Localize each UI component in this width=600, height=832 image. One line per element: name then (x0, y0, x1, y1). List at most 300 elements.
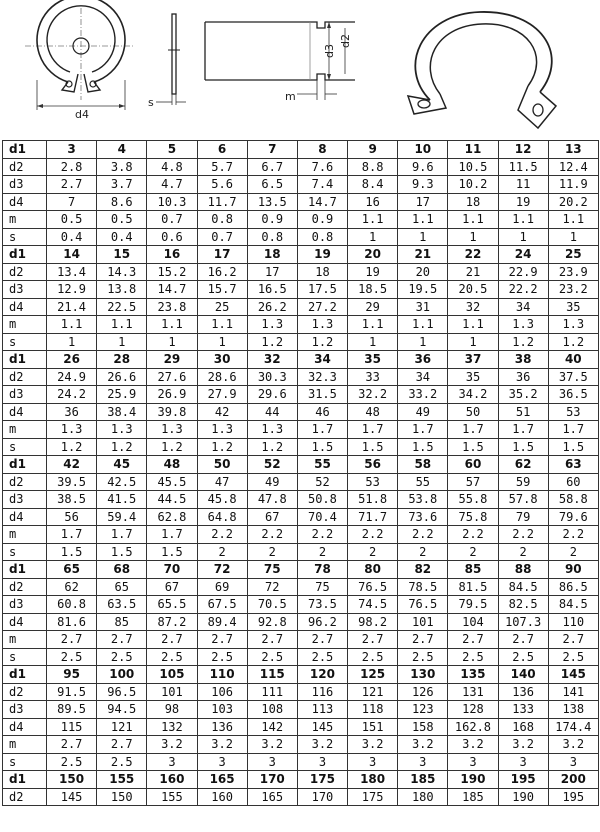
table-cell: 89.5 (47, 701, 97, 719)
table-cell: 110 (548, 613, 598, 631)
table-cell: 22.2 (498, 281, 548, 299)
table-cell: 4.8 (147, 158, 197, 176)
table-cell: 101 (147, 683, 197, 701)
table-cell: 106 (197, 683, 247, 701)
table-cell: 0.8 (297, 228, 347, 246)
table-cell: 1.3 (247, 316, 297, 334)
table-cell: 6.7 (247, 158, 297, 176)
table-cell: 36.5 (548, 386, 598, 404)
row-label: m (3, 421, 47, 439)
table-cell: 98 (147, 701, 197, 719)
table-cell: 175 (348, 788, 398, 806)
table-cell: 11 (448, 141, 498, 159)
table-cell: 136 (498, 683, 548, 701)
table-cell: 92.8 (247, 613, 297, 631)
table-cell: 103 (197, 701, 247, 719)
table-cell: 138 (548, 701, 598, 719)
table-cell: 53 (548, 403, 598, 421)
table-cell: 22.9 (498, 263, 548, 281)
table-cell: 1.3 (498, 316, 548, 334)
table-cell: 1.1 (398, 211, 448, 229)
row-label: m (3, 631, 47, 649)
table-cell: 18.5 (348, 281, 398, 299)
table-cell: 3 (448, 753, 498, 771)
table-cell: 120 (297, 666, 347, 684)
table-cell: 75 (247, 561, 297, 579)
table-cell: 3.8 (97, 158, 147, 176)
table-row-d1 (3, 456, 599, 474)
table-cell: 13.8 (97, 281, 147, 299)
table-cell: 1.1 (398, 316, 448, 334)
row-label: d1 (3, 666, 47, 684)
table-cell: 55 (398, 473, 448, 491)
table-cell: 50 (197, 456, 247, 474)
table-cell: 2.5 (197, 648, 247, 666)
table-cell: 64.8 (197, 508, 247, 526)
row-label: d1 (3, 351, 47, 369)
table-cell: 3 (398, 753, 448, 771)
table-row-m (3, 211, 599, 229)
table-cell: 2.7 (47, 176, 97, 194)
table-cell: 1 (498, 228, 548, 246)
table-cell: 1 (197, 333, 247, 351)
table-cell: 51 (498, 403, 548, 421)
table-cell: 31.5 (297, 386, 347, 404)
table-cell: 53.8 (398, 491, 448, 509)
table-cell: 1 (47, 333, 97, 351)
table-cell: 78 (297, 561, 347, 579)
table-cell: 17.5 (297, 281, 347, 299)
table-row-d2 (3, 368, 599, 386)
table-row-d1 (3, 771, 599, 789)
front-view-drawing (20, 8, 140, 121)
table-cell: 67 (247, 508, 297, 526)
table-cell: 1.7 (297, 421, 347, 439)
table-cell: 175 (297, 771, 347, 789)
table-row-s (3, 543, 599, 561)
table-cell: 1.3 (297, 316, 347, 334)
table-cell: 3.2 (147, 736, 197, 754)
table-cell: 142 (247, 718, 297, 736)
table-cell: 11.9 (548, 176, 598, 194)
table-cell: 18 (247, 246, 297, 264)
table-cell: 123 (398, 701, 448, 719)
table-cell: 10.2 (448, 176, 498, 194)
table-cell: 2.5 (398, 648, 448, 666)
table-cell: 2.2 (548, 526, 598, 544)
table-cell: 19.5 (398, 281, 448, 299)
table-cell: 20 (348, 246, 398, 264)
row-label: d3 (3, 176, 47, 194)
table-cell: 105 (147, 666, 197, 684)
table-cell: 1.1 (97, 316, 147, 334)
table-cell: 11 (498, 176, 548, 194)
table-cell: 44.5 (147, 491, 197, 509)
table-cell: 19 (348, 263, 398, 281)
table-cell: 2.2 (448, 526, 498, 544)
table-cell: 8.8 (348, 158, 398, 176)
table-cell: 23.9 (548, 263, 598, 281)
table-cell: 88 (498, 561, 548, 579)
table-cell: 75.8 (448, 508, 498, 526)
table-cell: 1.1 (147, 316, 197, 334)
table-cell: 1.2 (47, 438, 97, 456)
table-cell: 35 (548, 298, 598, 316)
table-cell: 48 (147, 456, 197, 474)
table-cell: 34.2 (448, 386, 498, 404)
table-cell: 160 (197, 788, 247, 806)
table-cell: 2.7 (97, 736, 147, 754)
table-cell: 1 (398, 333, 448, 351)
table-cell: 1.7 (398, 421, 448, 439)
side-view-drawing (142, 10, 192, 110)
table-cell: 1.5 (348, 438, 398, 456)
table-cell: 2.5 (348, 648, 398, 666)
table-cell: 1 (398, 228, 448, 246)
table-cell: 59 (498, 473, 548, 491)
table-row-d1 (3, 141, 599, 159)
table-cell: 180 (348, 771, 398, 789)
table-cell: 145 (297, 718, 347, 736)
table-cell: 3 (548, 753, 598, 771)
table-cell: 160 (147, 771, 197, 789)
table-cell: 18 (448, 193, 498, 211)
row-label: d3 (3, 281, 47, 299)
table-cell: 1 (348, 333, 398, 351)
table-cell: 57.8 (498, 491, 548, 509)
table-cell: 24.9 (47, 368, 97, 386)
table-cell: 74.5 (348, 596, 398, 614)
table-cell: 1.5 (448, 438, 498, 456)
table-row-d4 (3, 718, 599, 736)
table-cell: 2.7 (47, 736, 97, 754)
shaft-groove-drawing (205, 8, 365, 108)
table-cell: 58.8 (548, 491, 598, 509)
table-row-d3 (3, 596, 599, 614)
table-cell: 5.7 (197, 158, 247, 176)
table-cell: 130 (398, 666, 448, 684)
table-cell: 1.3 (97, 421, 147, 439)
table-cell: 158 (398, 718, 448, 736)
table-cell: 14.3 (97, 263, 147, 281)
row-label: d2 (3, 578, 47, 596)
table-cell: 49 (398, 403, 448, 421)
table-cell: 29 (348, 298, 398, 316)
table-cell: 110 (197, 666, 247, 684)
table-cell: 60 (548, 473, 598, 491)
row-label: d1 (3, 141, 47, 159)
table-cell: 22 (448, 246, 498, 264)
table-cell: 82.5 (498, 596, 548, 614)
table-cell: 1.5 (297, 438, 347, 456)
table-cell: 1.1 (448, 316, 498, 334)
row-label: s (3, 648, 47, 666)
table-cell: 1.1 (548, 211, 598, 229)
table-cell: 36 (47, 403, 97, 421)
table-cell: 2.5 (97, 648, 147, 666)
table-cell: 26.9 (147, 386, 197, 404)
table-cell: 17 (398, 193, 448, 211)
table-cell: 45.8 (197, 491, 247, 509)
table-cell: 57 (448, 473, 498, 491)
row-label: s (3, 333, 47, 351)
row-label: m (3, 526, 47, 544)
table-cell: 65 (47, 561, 97, 579)
row-label: d2 (3, 788, 47, 806)
table-cell: 2.5 (297, 648, 347, 666)
table-cell: 79.6 (548, 508, 598, 526)
table-cell: 73.6 (398, 508, 448, 526)
table-cell: 2.5 (47, 648, 97, 666)
table-row-s (3, 333, 599, 351)
table-cell: 86.5 (548, 578, 598, 596)
table-cell: 168 (498, 718, 548, 736)
table-cell: 34 (398, 368, 448, 386)
table-cell: 155 (97, 771, 147, 789)
table-cell: 4 (97, 141, 147, 159)
table-cell: 1.5 (47, 543, 97, 561)
table-cell: 195 (548, 788, 598, 806)
table-cell: 25 (548, 246, 598, 264)
table-cell: 1 (348, 228, 398, 246)
table-cell: 3 (197, 753, 247, 771)
table-cell: 7 (47, 193, 97, 211)
table-cell: 108 (247, 701, 297, 719)
table-cell: 1.2 (197, 438, 247, 456)
table-cell: 1.7 (97, 526, 147, 544)
table-cell: 1.7 (47, 526, 97, 544)
table-cell: 180 (398, 788, 448, 806)
table-row-d2 (3, 158, 599, 176)
table-cell: 2.5 (47, 753, 97, 771)
table-cell: 6.5 (247, 176, 297, 194)
table-row-s (3, 228, 599, 246)
table-cell: 50.8 (297, 491, 347, 509)
table-cell: 1 (448, 333, 498, 351)
table-cell: 96.5 (97, 683, 147, 701)
table-cell: 9 (348, 141, 398, 159)
table-cell: 19 (498, 193, 548, 211)
table-cell: 85 (448, 561, 498, 579)
table-cell: 95 (47, 666, 97, 684)
table-cell: 118 (348, 701, 398, 719)
table-cell: 126 (398, 683, 448, 701)
table-cell: 37.5 (548, 368, 598, 386)
circlip-dimension-table (2, 140, 599, 806)
row-label: d3 (3, 596, 47, 614)
table-cell: 1.7 (548, 421, 598, 439)
row-label: m (3, 211, 47, 229)
table-cell: 101 (398, 613, 448, 631)
table-cell: 131 (448, 683, 498, 701)
table-cell: 1.2 (297, 333, 347, 351)
table-cell: 38.5 (47, 491, 97, 509)
table-cell: 2 (498, 543, 548, 561)
table-cell: 2.7 (348, 631, 398, 649)
row-label: d4 (3, 403, 47, 421)
table-row-d4 (3, 298, 599, 316)
table-cell: 155 (147, 788, 197, 806)
table-cell: 65 (97, 578, 147, 596)
table-cell: 1.2 (247, 333, 297, 351)
table-cell: 1.1 (47, 316, 97, 334)
table-cell: 8.6 (97, 193, 147, 211)
table-cell: 6 (197, 141, 247, 159)
table-cell: 60.8 (47, 596, 97, 614)
table-cell: 165 (197, 771, 247, 789)
table-row-s (3, 753, 599, 771)
table-cell: 2.5 (498, 648, 548, 666)
table-cell: 28.6 (197, 368, 247, 386)
table-cell: 51.8 (348, 491, 398, 509)
table-cell: 1.3 (147, 421, 197, 439)
table-cell: 1.7 (448, 421, 498, 439)
table-cell: 20.2 (548, 193, 598, 211)
table-cell: 48 (348, 403, 398, 421)
circlip-3d-drawing (400, 4, 570, 134)
table-cell: 25.9 (97, 386, 147, 404)
table-cell: 3.2 (348, 736, 398, 754)
table-cell: 10.5 (448, 158, 498, 176)
table-cell: 1.2 (548, 333, 598, 351)
table-cell: 3.2 (297, 736, 347, 754)
table-cell: 16 (147, 246, 197, 264)
table-cell: 1.2 (498, 333, 548, 351)
table-cell: 16 (348, 193, 398, 211)
table-row-m (3, 631, 599, 649)
table-cell: 0.9 (247, 211, 297, 229)
row-label: d4 (3, 193, 47, 211)
table-row-m (3, 526, 599, 544)
table-cell: 135 (448, 666, 498, 684)
table-cell: 0.7 (197, 228, 247, 246)
table-cell: 23.8 (147, 298, 197, 316)
table-row-d1 (3, 666, 599, 684)
row-label: d3 (3, 386, 47, 404)
table-cell: 190 (448, 771, 498, 789)
table-cell: 3 (498, 753, 548, 771)
table-cell: 84.5 (548, 596, 598, 614)
table-cell: 68 (97, 561, 147, 579)
table-row-d3 (3, 281, 599, 299)
table-cell: 70.5 (247, 596, 297, 614)
table-row-d4 (3, 613, 599, 631)
table-row-d2 (3, 263, 599, 281)
table-cell: 2.7 (448, 631, 498, 649)
table-cell: 2 (348, 543, 398, 561)
table-cell: 111 (247, 683, 297, 701)
table-cell: 0.8 (247, 228, 297, 246)
table-cell: 24 (498, 246, 548, 264)
row-label: s (3, 228, 47, 246)
table-cell: 2.5 (548, 648, 598, 666)
table-cell: 2 (297, 543, 347, 561)
table-cell: 26.6 (97, 368, 147, 386)
table-cell: 10.3 (147, 193, 197, 211)
table-cell: 185 (398, 771, 448, 789)
table-cell: 17 (197, 246, 247, 264)
table-cell: 1.5 (498, 438, 548, 456)
table-cell: 1.7 (498, 421, 548, 439)
table-cell: 195 (498, 771, 548, 789)
table-cell: 2.5 (448, 648, 498, 666)
table-cell: 3.2 (197, 736, 247, 754)
table-cell: 1.5 (398, 438, 448, 456)
table-cell: 89.4 (197, 613, 247, 631)
table-cell: 1.1 (348, 211, 398, 229)
table-cell: 38.4 (97, 403, 147, 421)
table-cell: 115 (247, 666, 297, 684)
table-cell: 8 (297, 141, 347, 159)
table-cell: 13.5 (247, 193, 297, 211)
table-cell: 42 (47, 456, 97, 474)
table-cell: 15.2 (147, 263, 197, 281)
table-cell: 133 (498, 701, 548, 719)
row-label: d1 (3, 561, 47, 579)
table-cell: 1.7 (147, 526, 197, 544)
table-cell: 136 (197, 718, 247, 736)
table-cell: 3 (297, 753, 347, 771)
table-cell: 34 (498, 298, 548, 316)
table-cell: 55 (297, 456, 347, 474)
table-cell: 4.7 (147, 176, 197, 194)
d4-dimension-label: d4 (75, 108, 89, 121)
table-cell: 1.3 (548, 316, 598, 334)
table-cell: 47.8 (247, 491, 297, 509)
table-cell: 42.5 (97, 473, 147, 491)
table-cell: 39.8 (147, 403, 197, 421)
table-cell: 1.3 (47, 421, 97, 439)
table-cell: 100 (97, 666, 147, 684)
table-cell: 67.5 (197, 596, 247, 614)
table-cell: 37 (448, 351, 498, 369)
table-cell: 2.2 (348, 526, 398, 544)
table-cell: 1.2 (97, 438, 147, 456)
table-cell: 70 (147, 561, 197, 579)
table-cell: 40 (548, 351, 598, 369)
table-cell: 115 (47, 718, 97, 736)
table-cell: 2.2 (197, 526, 247, 544)
table-row-m (3, 316, 599, 334)
table-cell: 35 (348, 351, 398, 369)
table-cell: 170 (297, 788, 347, 806)
table-cell: 1 (147, 333, 197, 351)
table-cell: 16.5 (247, 281, 297, 299)
table-cell: 35.2 (498, 386, 548, 404)
table-cell: 0.4 (97, 228, 147, 246)
table-cell: 91.5 (47, 683, 97, 701)
table-cell: 27.6 (147, 368, 197, 386)
table-cell: 151 (348, 718, 398, 736)
table-cell: 1.5 (147, 543, 197, 561)
table-cell: 2.7 (548, 631, 598, 649)
row-label: d1 (3, 456, 47, 474)
table-row-d1 (3, 246, 599, 264)
table-row-d1 (3, 351, 599, 369)
table-cell: 2.8 (47, 158, 97, 176)
table-cell: 36 (398, 351, 448, 369)
table-row-d3 (3, 491, 599, 509)
table-cell: 132 (147, 718, 197, 736)
table-row-m (3, 736, 599, 754)
table-cell: 2.5 (147, 648, 197, 666)
table-cell: 42 (197, 403, 247, 421)
table-cell: 56 (348, 456, 398, 474)
table-cell: 1.1 (448, 211, 498, 229)
table-cell: 2.7 (147, 631, 197, 649)
table-cell: 69 (197, 578, 247, 596)
table-cell: 38 (498, 351, 548, 369)
